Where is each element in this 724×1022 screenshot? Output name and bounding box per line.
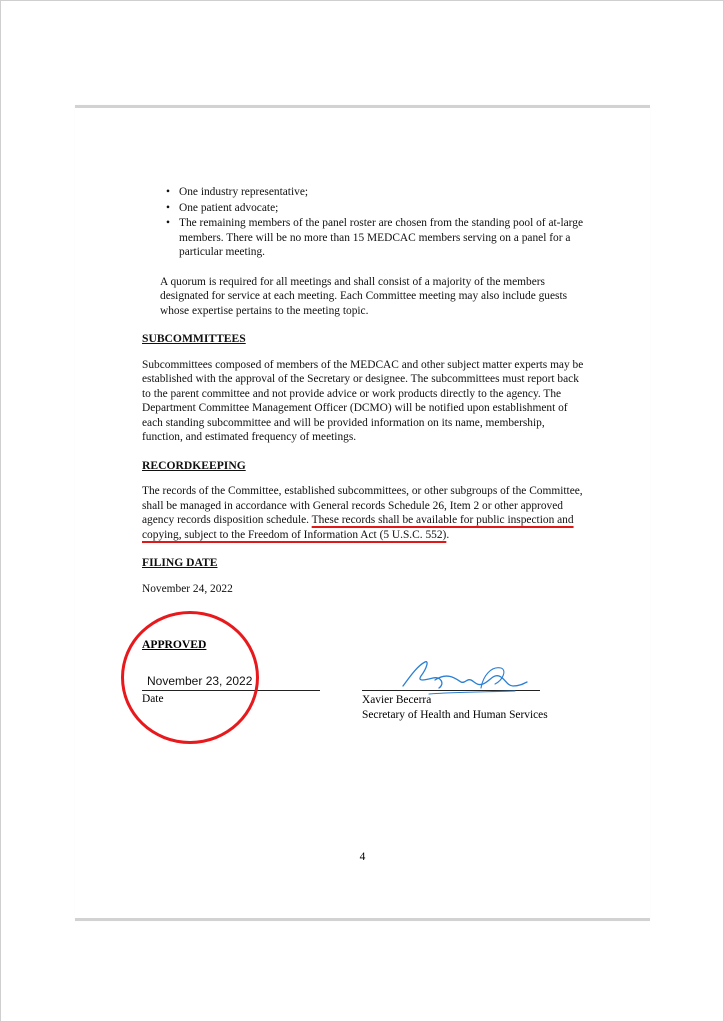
- subcommittees-paragraph: Subcommittees composed of members of the MEDCAC and other subject matter experts may be established with the approval of the Secretary or designee. The subcommittees must report back to the parent committee and not provide advice or work products directly to the agency. The Department Committee Management Officer (DCMO) will be notified upon establishment of each standing subcommittee and will be provided information on its name, membership, function, and estimated frequency of meetings.: [142, 358, 584, 443]
- filing-date-value: November 24, 2022: [142, 582, 233, 595]
- recordkeeping-heading: RECORDKEEPING: [142, 458, 246, 472]
- list-item: • One patient advocate;: [162, 201, 587, 216]
- approved-heading: APPROVED: [142, 638, 207, 651]
- page-number: 4: [359, 851, 366, 863]
- handwritten-signature: [395, 658, 530, 698]
- recordkeeping-period: .: [446, 528, 450, 541]
- subcommittees-heading: SUBCOMMITTEES: [142, 332, 246, 345]
- document-page: [75, 105, 650, 921]
- signer-name: Xavier Becerra: [362, 694, 432, 706]
- signer-title: Secretary of Health and Human Services: [362, 709, 548, 721]
- recordkeeping-text: The records of the Committee, established subcommittees, or other subgroups of the Committee, shall be managed in accordance with General records Schedule 26, Item 2 or other approved agency records disposition schedule.: [142, 485, 583, 526]
- signer-block: [362, 693, 548, 723]
- red-circle-annotation: [121, 611, 259, 744]
- bullet-icon: •: [166, 217, 170, 229]
- date-label: Date: [142, 693, 164, 705]
- bullet-icon: •: [166, 201, 170, 214]
- list-item: • The remaining members of the panel roster are chosen from the standing pool of at-large members. There will be no more than 15 MEDCAC members serving on a panel for a particular meeting.: [162, 216, 587, 260]
- highlighted-foia-sentence: These records shall be available for public inspection and copying, subject to the Freedom of Information Act (5 U.S.C. 552): [142, 514, 574, 541]
- filing-date-heading: FILING DATE: [142, 556, 218, 569]
- recordkeeping-paragraph: [142, 484, 587, 542]
- quorum-paragraph: A quorum is required for all meetings and shall consist of a majority of the members designated for service at each meeting. Each Committee meeting may also include guests whose expertise pertains to the meeting topic.: [160, 275, 568, 317]
- list-item: • One industry representative;: [162, 185, 587, 200]
- page-content: [142, 185, 587, 596]
- member-bullet-list: [142, 185, 587, 260]
- bullet-icon: •: [166, 186, 170, 198]
- approval-date-value: November 23, 2022: [147, 674, 253, 688]
